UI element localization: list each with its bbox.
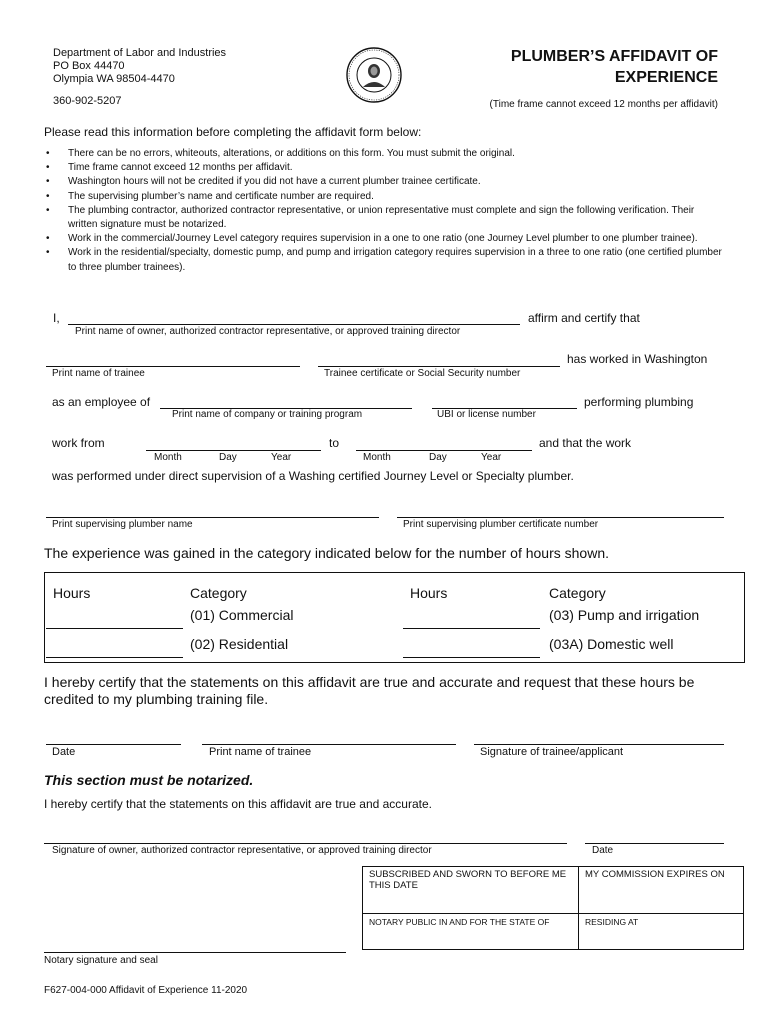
trainee-date-field[interactable] <box>46 744 181 745</box>
category-header-left: Category <box>190 585 247 601</box>
instruction-item: • Work in the residential/specialty, domestic pump, and pump and irrigation category requires supervision in a three to one ratio (one certified plumber to three plumber trainees). <box>44 246 724 274</box>
category-03a: (03A) Domestic well <box>549 636 674 652</box>
owner-name-caption: Print name of owner, authorized contractor representative, or approved training director <box>75 326 461 337</box>
trainee-cert-caption: Trainee certificate or Social Security number <box>324 368 521 379</box>
state-seal-icon <box>346 47 402 103</box>
category-01: (01) Commercial <box>190 607 294 623</box>
start-month-caption: Month <box>154 452 182 463</box>
supervisor-name-field[interactable] <box>46 517 379 518</box>
trainee-certify-text: I hereby certify that the statements on this affidavit are true and accurate and request that these hours be credited to my plumbing training file. <box>44 674 695 707</box>
work-from-text: work from <box>52 436 105 450</box>
owner-name-field[interactable] <box>68 324 520 325</box>
trainee-print-name-field[interactable] <box>202 744 456 745</box>
trainee-date-caption: Date <box>52 746 76 758</box>
performing-text: performing plumbing <box>584 395 694 409</box>
hours-03a-field[interactable] <box>403 657 540 658</box>
hours-03-field[interactable] <box>403 628 540 629</box>
hours-02-field[interactable] <box>46 657 183 658</box>
owner-signature-caption: Signature of owner, authorized contractor representative, or approved training director <box>52 845 432 856</box>
company-caption: Print name of company or training program <box>172 409 363 420</box>
category-03: (03) Pump and irrigation <box>549 607 700 623</box>
subscribed-label: SUBSCRIBED AND SWORN TO BEFORE ME THIS DATE <box>369 869 567 891</box>
residing-label: RESIDING AT <box>585 917 639 927</box>
form-id: F627-004-000 Affidavit of Experience 11-2020 <box>44 985 248 996</box>
agency-city: Olympia WA 98504-4470 <box>53 73 175 85</box>
ubi-caption: UBI or license number <box>437 409 536 420</box>
notary-heading: This section must be notarized. <box>44 772 254 788</box>
instructions-list <box>44 147 724 275</box>
form-title-line2: EXPERIENCE <box>614 69 718 86</box>
supervisor-cert-field[interactable] <box>397 517 724 518</box>
hours-01-field[interactable] <box>46 628 183 629</box>
supervisor-name-caption: Print supervising plumber name <box>52 519 193 530</box>
employee-text: as an employee of <box>52 395 151 409</box>
worked-text: has worked in Washington <box>567 352 708 366</box>
owner-date-caption: Date <box>592 845 614 856</box>
and-that-text: and that the work <box>539 436 632 450</box>
form-title-line1: PLUMBER’S AFFIDAVIT OF <box>510 48 718 65</box>
experience-intro: The experience was gained in the category indicated below for the number of hours shown. <box>44 545 610 561</box>
owner-date-field[interactable] <box>585 843 724 844</box>
end-year-caption: Year <box>481 452 502 463</box>
instruction-item: • Washington hours will not be credited if you did not have a current plumber trainee certificate. <box>44 175 724 189</box>
instruction-item: • Work in the commercial/Journey Level category requires supervision in a one to one ratio (one Journey Level plumber to one plumber trainee). <box>44 232 724 246</box>
agency-phone: 360-902-5207 <box>53 95 122 107</box>
start-year-caption: Year <box>271 452 292 463</box>
start-day-caption: Day <box>219 452 237 463</box>
agency-po-box: PO Box 44470 <box>53 60 125 72</box>
instruction-item: • The supervising plumber’s name and certificate number are required. <box>44 190 724 204</box>
trainee-cert-field[interactable] <box>318 366 560 367</box>
category-02: (02) Residential <box>190 636 289 652</box>
instruction-item: • The plumbing contractor, authorized contractor representative, or union representative must complete and sign the following verification. Their written signature must be notarized. <box>44 204 724 232</box>
notary-signature-field[interactable] <box>44 952 346 953</box>
start-date-field[interactable] <box>146 450 321 451</box>
form-subtitle: (Time frame cannot exceed 12 months per affidavit) <box>489 99 718 110</box>
trainee-signature-field[interactable] <box>474 744 724 745</box>
supervision-text: was performed under direct supervision of a Washing certified Journey Level or Specialty plumber. <box>52 469 574 483</box>
trainee-signature-caption: Signature of trainee/applicant <box>480 746 624 758</box>
trainee-name-field[interactable] <box>46 366 300 367</box>
trainee-name-caption-2: Print name of trainee <box>209 746 312 758</box>
affirm-text: affirm and certify that <box>528 311 640 325</box>
instruction-item: • Time frame cannot exceed 12 months per affidavit. <box>44 161 724 175</box>
notary-certify-text: I hereby certify that the statements on this affidavit are true and accurate. <box>44 797 432 811</box>
supervisor-cert-caption: Print supervising plumber certificate number <box>403 519 599 530</box>
owner-signature-field[interactable] <box>44 843 567 844</box>
end-day-caption: Day <box>429 452 447 463</box>
to-text: to <box>329 436 340 450</box>
notary-signature-caption: Notary signature and seal <box>44 955 158 966</box>
category-header-right: Category <box>549 585 606 601</box>
instruction-item: • There can be no errors, whiteouts, alterations, or additions on this form. You must submit the original. <box>44 147 724 161</box>
intro-text: Please read this information before completing the affidavit form below: <box>44 125 422 139</box>
agency-name: Department of Labor and Industries <box>53 47 227 59</box>
trainee-name-caption: Print name of trainee <box>52 368 145 379</box>
end-date-field[interactable] <box>356 450 532 451</box>
hours-header-left: Hours <box>53 585 91 601</box>
hours-header-right: Hours <box>410 585 448 601</box>
commission-label: MY COMMISSION EXPIRES ON <box>585 869 725 880</box>
i-label: I, <box>53 311 60 325</box>
end-month-caption: Month <box>363 452 391 463</box>
notary-public-label: NOTARY PUBLIC IN AND FOR THE STATE OF <box>369 917 550 927</box>
